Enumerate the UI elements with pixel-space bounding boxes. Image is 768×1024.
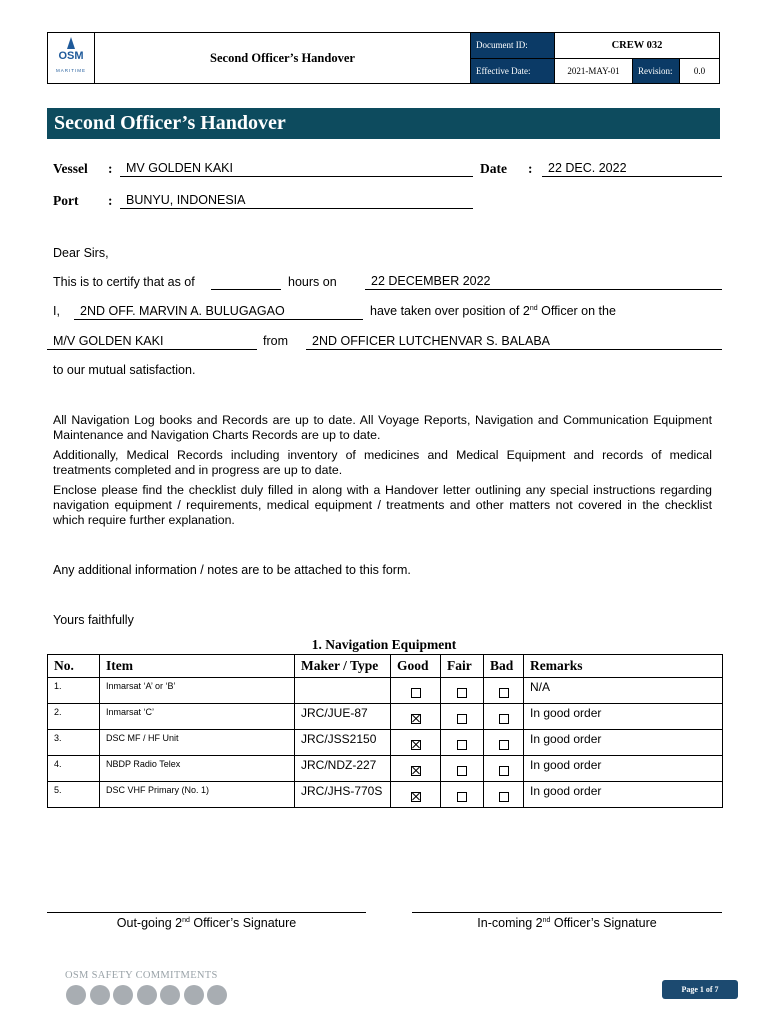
- row-maker[interactable]: [295, 678, 391, 704]
- table-row: [48, 730, 723, 756]
- row-bad-cell: [484, 678, 524, 704]
- checklist-icon: [160, 985, 180, 1005]
- row-no: 3.: [48, 730, 100, 756]
- row-no: 1.: [48, 678, 100, 704]
- col-header-fair: Fair: [441, 655, 484, 678]
- row-item: DSC VHF Primary (No. 1): [100, 782, 295, 808]
- closing-text: Yours faithfully: [53, 613, 134, 627]
- row-fair-cell: [441, 730, 484, 756]
- fair-checkbox[interactable]: [457, 792, 467, 802]
- paragraph-records: All Navigation Log books and Records are up to date. All Voyage Reports, Navigation and Communication Equipment Maintenance and Navigation Charts Records are up to date.: [53, 413, 712, 442]
- globe-icon: [113, 985, 133, 1005]
- revision-value: 0.0: [679, 58, 719, 83]
- row-item: NBDP Radio Telex: [100, 756, 295, 782]
- port-colon: :: [108, 193, 113, 208]
- fair-checkbox[interactable]: [457, 714, 467, 724]
- row-maker[interactable]: JRC/JUE-87: [295, 704, 391, 730]
- table-row: [48, 782, 723, 808]
- greeting: Dear Sirs,: [53, 246, 109, 260]
- logo-sail-icon: [67, 37, 75, 49]
- row-good-cell: [391, 756, 441, 782]
- vessel-colon: :: [108, 161, 113, 176]
- document-icon: [207, 985, 227, 1005]
- fair-checkbox[interactable]: [457, 688, 467, 698]
- satisfaction-text: to our mutual satisfaction.: [53, 363, 196, 377]
- col-header-maker: Maker / Type: [295, 655, 391, 678]
- row-remarks[interactable]: In good order: [524, 756, 723, 782]
- vessel-name-field[interactable]: M/V GOLDEN KAKI: [47, 334, 257, 350]
- logo-subtext: MARITIME: [56, 68, 86, 73]
- paragraph-checklist: Enclose please find the checklist duly filled in along with a Handover letter outlining any special instructions regarding navigation equipment / requirements, medical equipment / treatments and other matters not covered in the checklist which require further explanation.: [53, 483, 712, 527]
- good-checkbox[interactable]: [411, 688, 421, 698]
- osm-logo: [48, 33, 95, 83]
- incoming-officer-field[interactable]: 2ND OFF. MARVIN A. BULUGAGAO: [74, 304, 363, 320]
- col-header-good: Good: [391, 655, 441, 678]
- row-maker[interactable]: JRC/NDZ-227: [295, 756, 391, 782]
- row-fair-cell: [441, 782, 484, 808]
- row-bad-cell: [484, 782, 524, 808]
- row-no: 4.: [48, 756, 100, 782]
- bad-checkbox[interactable]: [499, 766, 509, 776]
- date-field[interactable]: 22 DEC. 2022: [542, 161, 722, 177]
- fair-checkbox[interactable]: [457, 766, 467, 776]
- hours-field[interactable]: [211, 274, 281, 290]
- bad-checkbox[interactable]: [499, 714, 509, 724]
- row-remarks[interactable]: In good order: [524, 704, 723, 730]
- outgoing-signature-label: Out-going 2nd Officer’s Signature: [116, 916, 297, 930]
- table-row: [48, 678, 723, 704]
- port-field[interactable]: BUNYU, INDONESIA: [120, 193, 473, 209]
- good-checkbox[interactable]: [411, 766, 421, 776]
- row-item: DSC MF / HF Unit: [100, 730, 295, 756]
- safety-icons: [66, 985, 231, 1005]
- taken-over-text: have taken over position of 2nd Officer on the: [370, 304, 616, 318]
- safety-commitments-label: OSM SAFETY COMMITMENTS: [65, 970, 218, 981]
- doc-id-value: CREW 032: [554, 33, 719, 58]
- col-header-item: Item: [100, 655, 295, 678]
- row-remarks[interactable]: N/A: [524, 678, 723, 704]
- row-fair-cell: [441, 704, 484, 730]
- row-maker[interactable]: JRC/JHS-770S: [295, 782, 391, 808]
- row-maker[interactable]: JRC/JSS2150: [295, 730, 391, 756]
- row-item: Inmarsat ‘A’ or ‘B’: [100, 678, 295, 704]
- effective-date-label: Effective Date:: [470, 58, 554, 83]
- row-good-cell: [391, 678, 441, 704]
- port-label: Port: [53, 193, 79, 208]
- col-header-no: No.: [48, 655, 100, 678]
- row-bad-cell: [484, 756, 524, 782]
- good-checkbox[interactable]: [411, 740, 421, 750]
- page-title-banner: Second Officer’s Handover: [47, 108, 720, 139]
- row-item: Inmarsat ‘C’: [100, 704, 295, 730]
- row-remarks[interactable]: In good order: [524, 782, 723, 808]
- row-remarks[interactable]: In good order: [524, 730, 723, 756]
- vessel-field[interactable]: MV GOLDEN KAKI: [120, 161, 473, 177]
- from-text: from: [263, 334, 288, 348]
- hours-on-text: hours on: [288, 275, 337, 289]
- row-bad-cell: [484, 704, 524, 730]
- col-header-bad: Bad: [484, 655, 524, 678]
- hardhat-icon: [90, 985, 110, 1005]
- i-text: I,: [53, 304, 60, 318]
- bad-checkbox[interactable]: [499, 688, 509, 698]
- revision-label: Revision:: [632, 58, 679, 83]
- row-good-cell: [391, 704, 441, 730]
- incoming-signature-line[interactable]: [412, 912, 722, 913]
- incoming-signature-label: In-coming 2nd Officer’s Signature: [477, 916, 657, 930]
- certify-date-field[interactable]: 22 DECEMBER 2022: [365, 274, 722, 290]
- good-checkbox[interactable]: [411, 714, 421, 724]
- table-row: [48, 756, 723, 782]
- bad-checkbox[interactable]: [499, 792, 509, 802]
- header-title: Second Officer’s Handover: [210, 51, 355, 65]
- document-header: [47, 32, 720, 84]
- row-no: 2.: [48, 704, 100, 730]
- logo-text: OSM: [58, 50, 84, 62]
- col-header-remarks: Remarks: [524, 655, 723, 678]
- row-good-cell: [391, 782, 441, 808]
- vessel-label: Vessel: [53, 161, 88, 176]
- row-bad-cell: [484, 730, 524, 756]
- good-checkbox[interactable]: [411, 792, 421, 802]
- row-no: 5.: [48, 782, 100, 808]
- doc-id-label: Document ID:: [470, 33, 554, 58]
- lock-icon: [66, 985, 86, 1005]
- table-title: 1. Navigation Equipment: [311, 637, 457, 652]
- effective-date-value: 2021-MAY-01: [554, 58, 632, 83]
- paragraph-medical: Additionally, Medical Records including inventory of medicines and Medical Equipment and records of medical treatments completed and in progress are up to date.: [53, 448, 712, 477]
- row-fair-cell: [441, 678, 484, 704]
- outgoing-signature-line[interactable]: [47, 912, 366, 913]
- table-header-row: [48, 655, 723, 678]
- date-label: Date: [480, 161, 507, 176]
- fire-icon: [184, 985, 204, 1005]
- certify-text: This is to certify that as of: [53, 275, 195, 289]
- no-drugs-icon: [137, 985, 157, 1005]
- bad-checkbox[interactable]: [499, 740, 509, 750]
- row-good-cell: [391, 730, 441, 756]
- navigation-equipment-table: [47, 654, 723, 808]
- page-number: Page 1 of 7: [662, 980, 738, 999]
- date-colon: :: [528, 161, 533, 176]
- table-row: [48, 704, 723, 730]
- notes-text: Any additional information / notes are to be attached to this form.: [53, 563, 411, 577]
- outgoing-officer-field[interactable]: 2ND OFFICER LUTCHENVAR S. BALABA: [306, 334, 722, 350]
- row-fair-cell: [441, 756, 484, 782]
- fair-checkbox[interactable]: [457, 740, 467, 750]
